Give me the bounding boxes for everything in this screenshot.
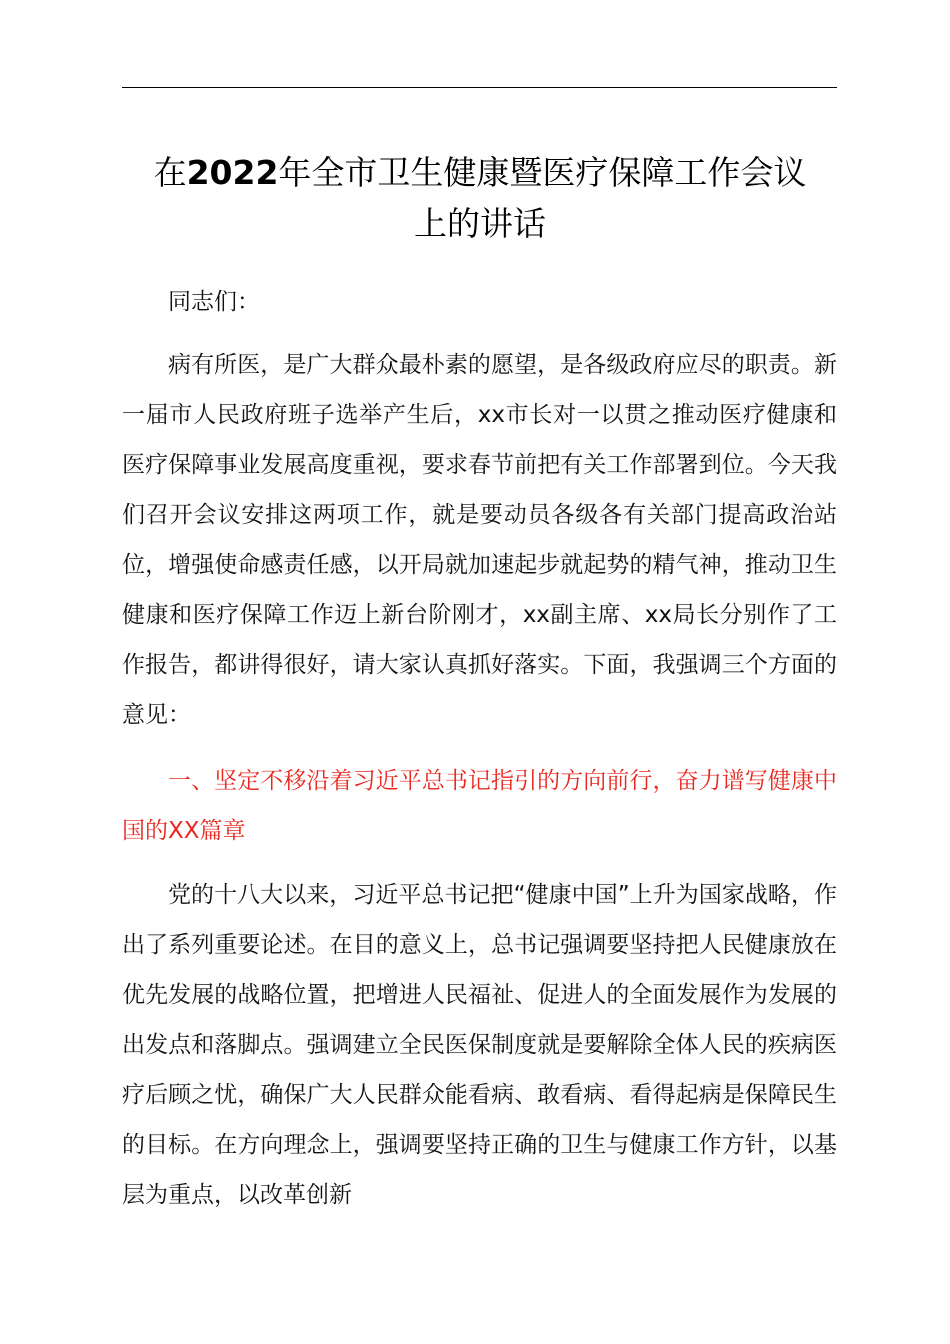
paragraph-section-1: 党的十八大以来，习近平总书记把“健康中国”上升为国家战略，作出了系列重要论述。在目的意义上，总书记强调要坚持把人民健康放在优先发展的战略位置，把增进人民福祉、促进人的全面发展作为发展的出发点和落脚点。强调建立全民医保制度就是要解除全体人民的疾病医疗后顾之忧，确保广大人民群众能看病、敢看病、看得起病是保障民生的目标。在方向理念上，强调要坚持正确的卫生与健康工作方针，以基层为重点，以改革创新	[122, 882, 837, 1208]
greeting: 同志们：	[168, 289, 260, 315]
title-suffix: 年全市卫生健康暨医疗保障工作会议	[278, 153, 807, 192]
page-title	[110, 147, 850, 249]
title-line-1	[110, 147, 850, 198]
section-heading-1: 一、坚定不移沿着习近平总书记指引的方向前行，奋力谱写健康中国的XX篇章	[122, 768, 837, 844]
title-prefix: 在	[153, 153, 187, 192]
title-line-2: 上的讲话	[414, 204, 546, 243]
title-year: 2022	[186, 153, 279, 192]
header-rule	[122, 87, 837, 88]
paragraph-intro: 病有所医，是广大群众最朴素的愿望，是各级政府应尽的职责。新一届市人民政府班子选举产生后，xx市长对一以贯之推动医疗健康和医疗保障事业发展高度重视，要求春节前把有关工作部署到位。今天我们召开会议安排这两项工作，就是要动员各级各有关部门提高政治站位，增强使命感责任感，以开局就加速起步就起势的精气神，推动卫生健康和医疗保障工作迈上新台阶刚才，xx副主席、xx局长分别作了工作报告，都讲得很好，请大家认真抓好落实。下面，我强调三个方面的意见：	[122, 352, 837, 728]
